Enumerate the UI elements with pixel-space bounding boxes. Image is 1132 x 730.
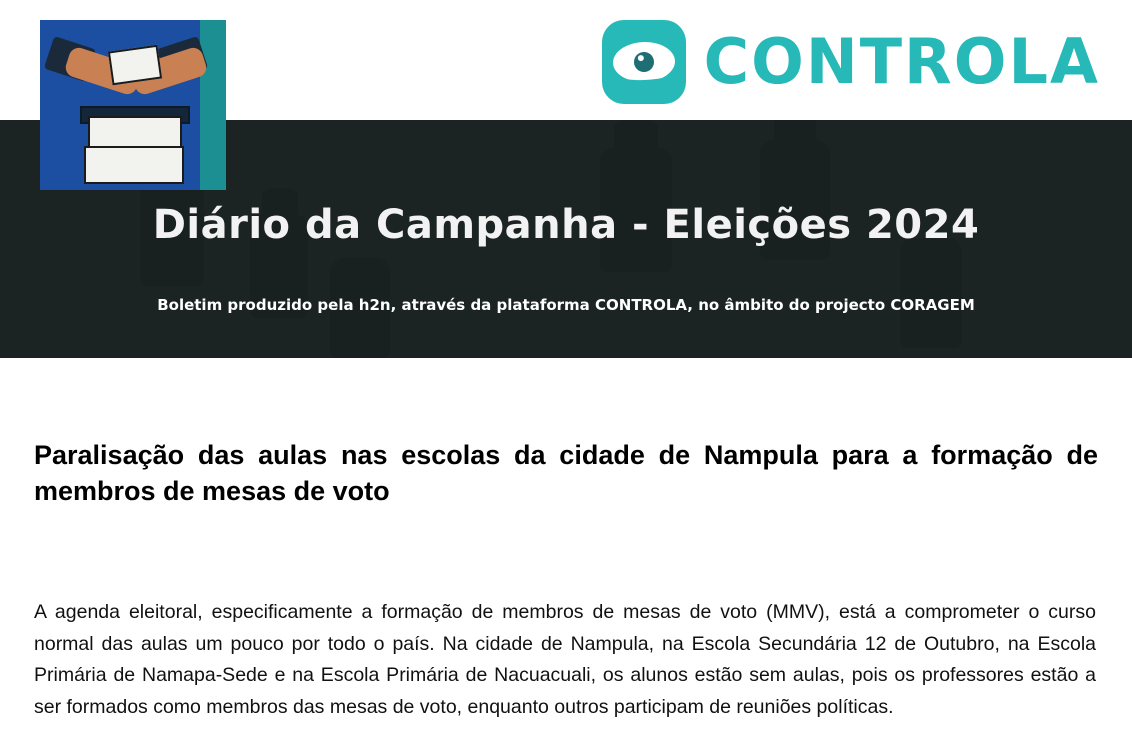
eye-icon [602,20,686,104]
banner-subtitle: Boletim produzido pela h2n, através da plataforma CONTROLA, no âmbito do projecto CORAGEM [157,296,975,314]
article-headline: Paralisação das aulas nas escolas da cidade de Nampula para a formação de membros de mesas de voto [34,440,1098,506]
brand-name: CONTROLA [703,25,1100,98]
article-body: A agenda eleitoral, especificamente a formação de membros de mesas de voto (MMV), está a comprometer o curso normal das aulas um pouco por todo o país. Na cidade de Nampula, na Escola Secundária 12 de Outubro, na Escola Primária de Namapa-Sede e na Escola Primária de Nacuacuali, os alunos estão sem aulas, pois os professores estão a ser formados como membros das mesas de voto, enquanto outros participam de reuniões políticas. [34,601,1096,718]
article [34,438,1098,724]
controla-logo [602,20,1100,104]
ballot-box-illustration [40,20,226,190]
banner-title: Diário da Campanha - Eleições 2024 [152,202,980,248]
